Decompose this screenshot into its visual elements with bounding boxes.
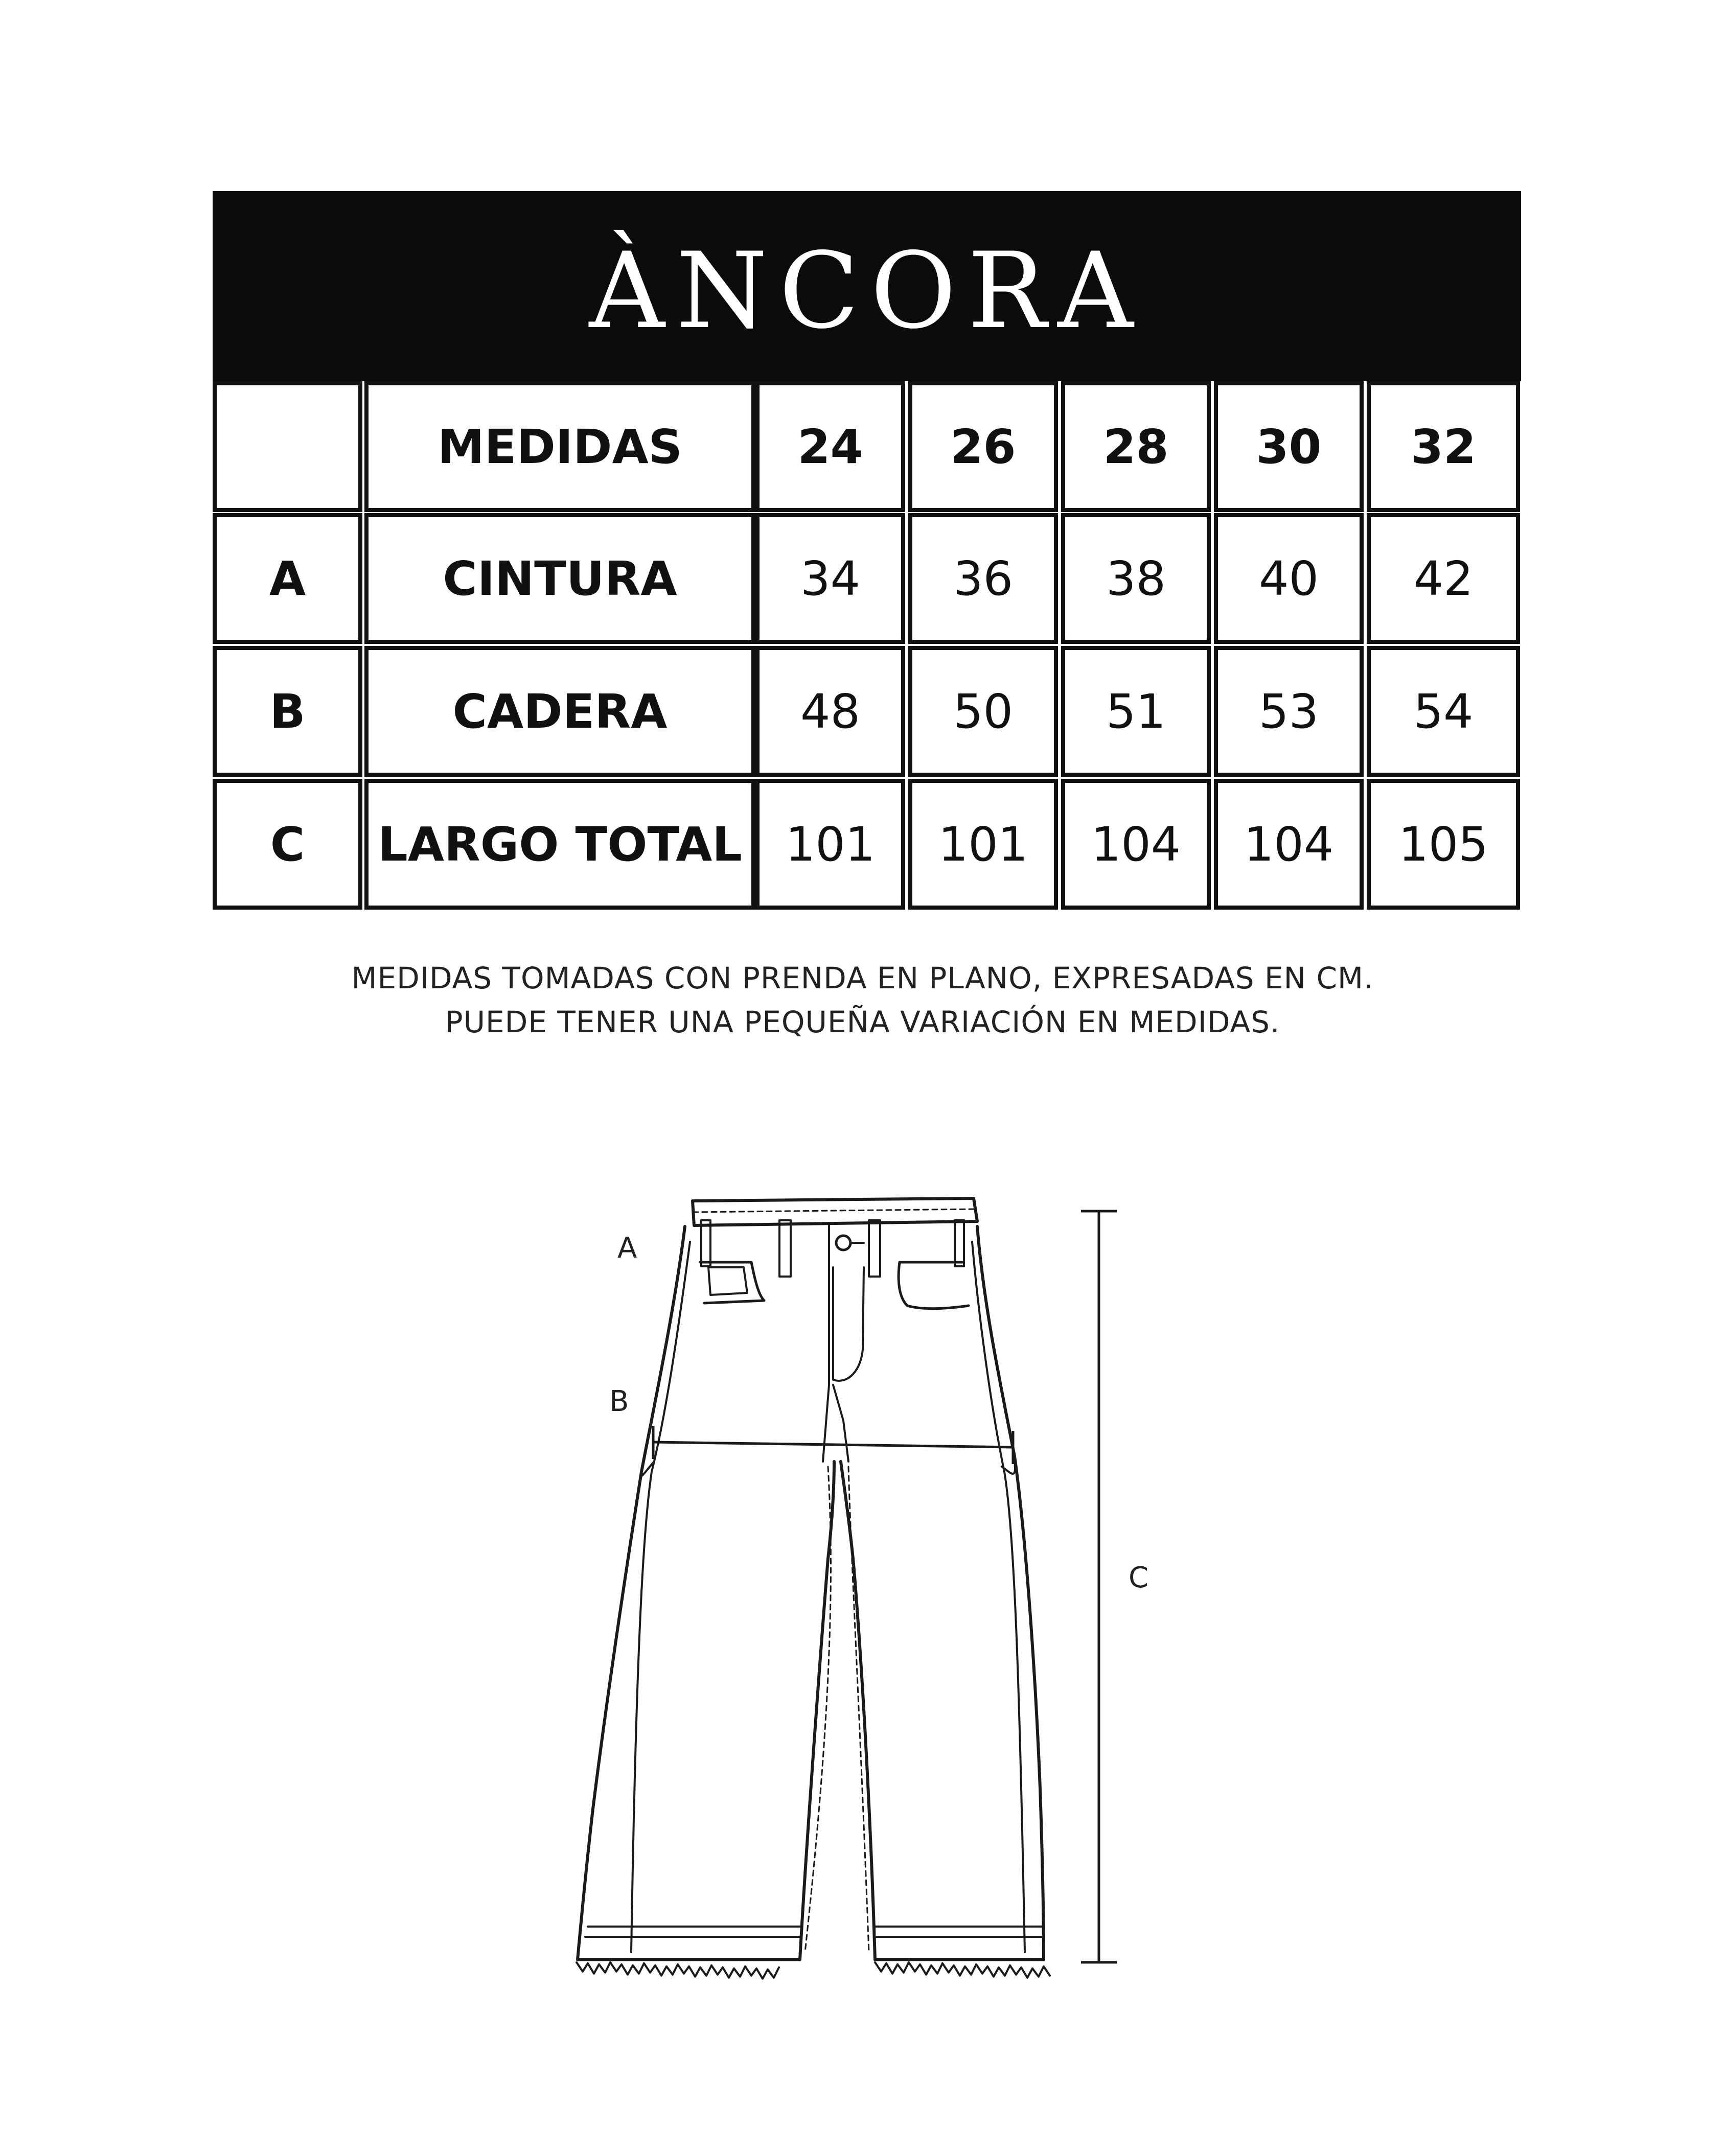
table-cell: 101 [908, 779, 1058, 910]
size-header-24: 24 [755, 381, 905, 512]
right-fray [875, 1962, 1050, 1978]
row-code-a: A [213, 513, 362, 644]
row-name-cadera: CADERA [364, 646, 755, 777]
right-hem [875, 1927, 1044, 1937]
hip-measure-line [653, 1442, 1013, 1447]
table-header-medidas: MEDIDAS [364, 381, 755, 512]
table-cell: 38 [1061, 513, 1211, 644]
row-name-cintura: CINTURA [364, 513, 755, 644]
size-header-30: 30 [1214, 381, 1364, 512]
table-cell: 42 [1367, 513, 1520, 644]
table-cell: 101 [755, 779, 905, 910]
table-cell: 50 [908, 646, 1058, 777]
measure-label-b: B [609, 1385, 629, 1418]
measure-label-a: A [617, 1232, 637, 1265]
right-pocket [899, 1262, 969, 1309]
row-code-c: C [213, 779, 362, 910]
table-cell: 36 [908, 513, 1058, 644]
measurement-note-1: MEDIDAS TOMADAS CON PRENDA EN PLANO, EXPRESADAS EN CM. [351, 961, 1374, 995]
table-cell: 104 [1214, 779, 1364, 910]
table-cell: 48 [755, 646, 905, 777]
measurement-note-2: PUEDE TENER UNA PEQUEÑA VARIACIÓN EN MEDIDAS. [445, 1005, 1280, 1039]
button [836, 1236, 850, 1250]
table-cell: 40 [1214, 513, 1364, 644]
left-leg-outline [578, 1226, 834, 1960]
left-fray [577, 1962, 779, 1979]
table-cell: 104 [1061, 779, 1211, 910]
right-leg-outline [841, 1226, 1044, 1960]
size-header-28: 28 [1061, 381, 1211, 512]
table-cell: 54 [1367, 646, 1520, 777]
row-code-b: B [213, 646, 362, 777]
table-cell: 34 [755, 513, 905, 644]
measure-label-c: C [1129, 1561, 1149, 1594]
size-header-26: 26 [908, 381, 1058, 512]
table-cell: 53 [1214, 646, 1364, 777]
left-hem [585, 1927, 801, 1937]
row-name-largo-total: LARGO TOTAL [364, 779, 755, 910]
table-cell: 105 [1367, 779, 1520, 910]
table-cell: 51 [1061, 646, 1211, 777]
size-header-32: 32 [1367, 381, 1520, 512]
brand-logo: ÀNCORA [589, 230, 1145, 352]
